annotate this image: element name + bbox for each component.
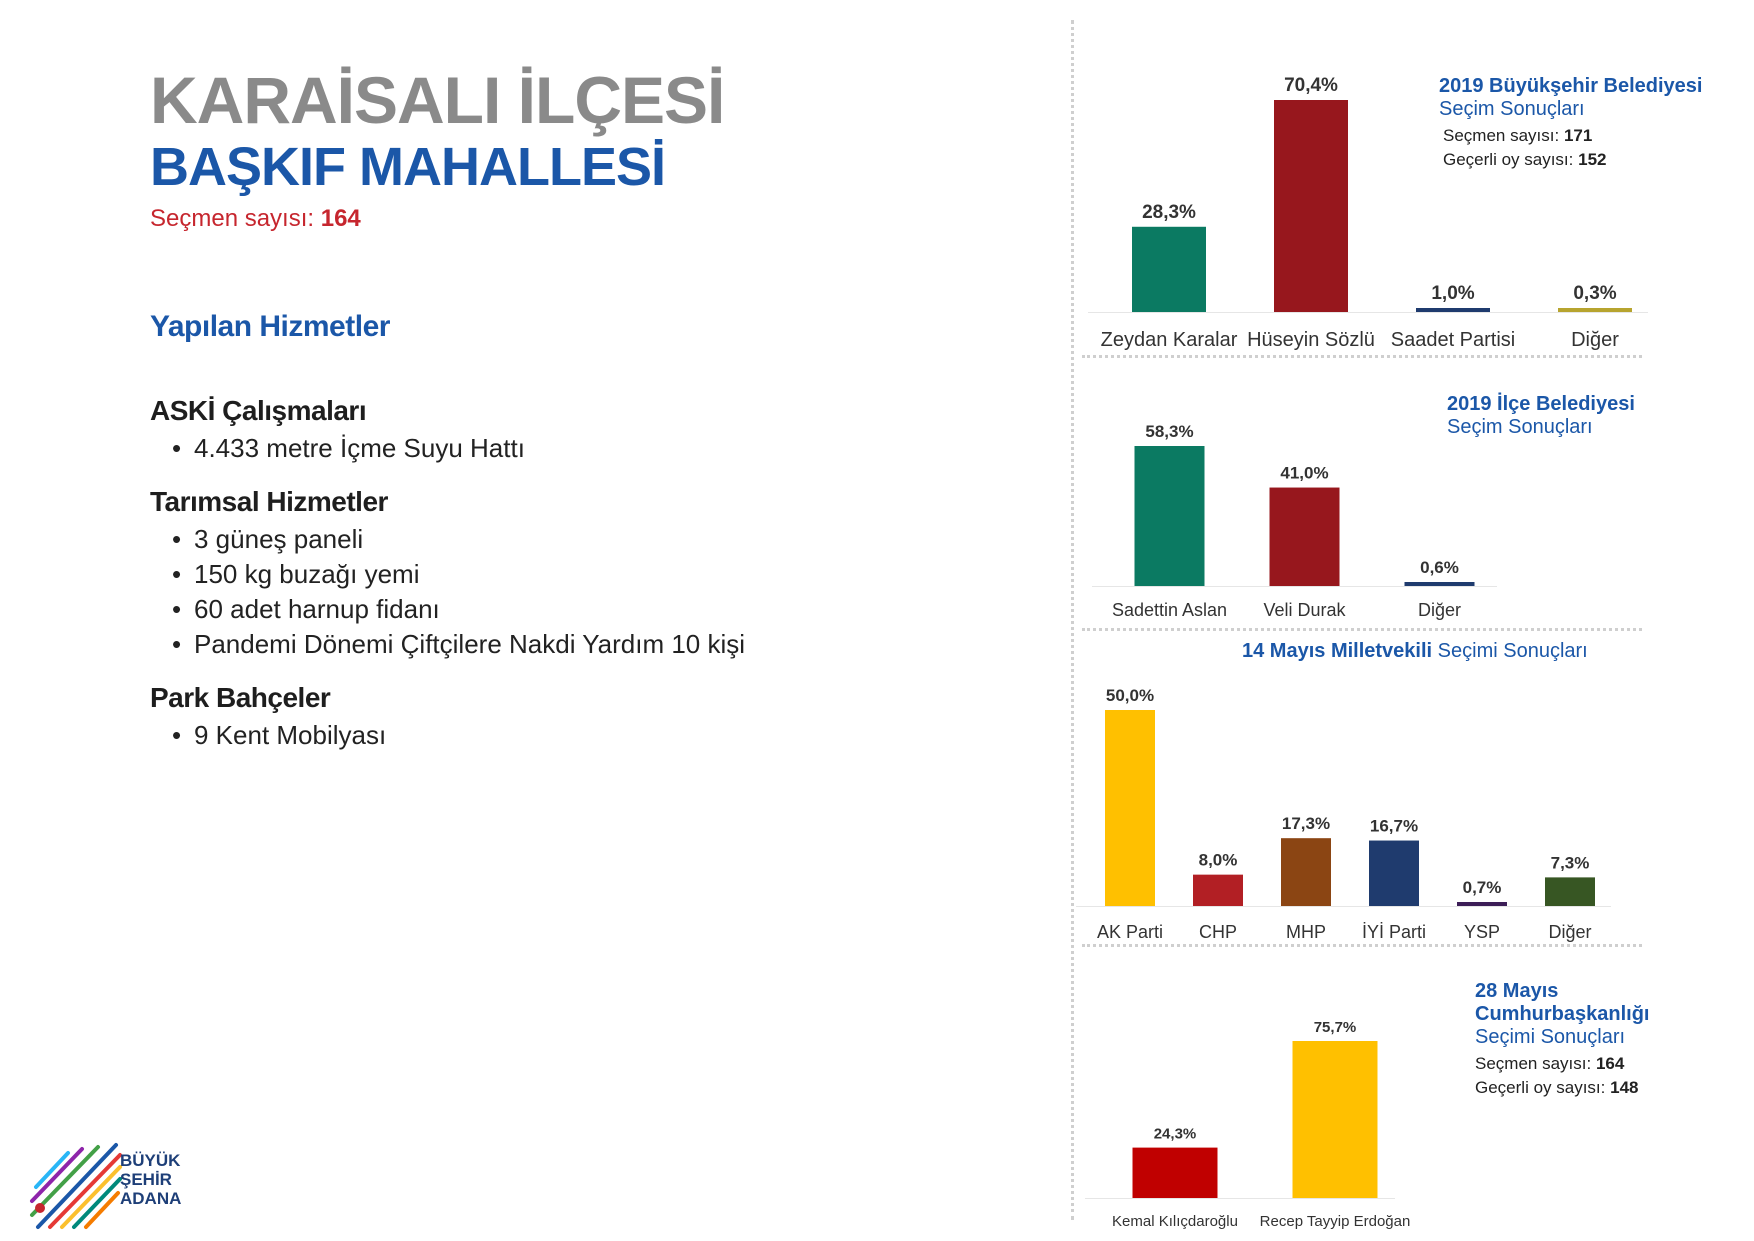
chart-subtitle: Seçim Sonuçları [1447, 416, 1593, 438]
chart-subtitle: Seçim Sonuçları [1439, 98, 1585, 120]
service-item: • 4.433 metre İçme Suyu Hattı [172, 431, 790, 466]
logo-line: BÜYÜK [120, 1151, 181, 1170]
bar [1558, 308, 1632, 312]
data-label: 0,3% [1573, 283, 1617, 304]
stat-voters: Seçmen sayısı: 171 [1443, 126, 1593, 145]
category-label: Veli Durak [1263, 600, 1346, 620]
chart-stats [1443, 124, 1606, 172]
data-label: 41,0% [1280, 463, 1329, 483]
category-label: MHP [1286, 922, 1326, 942]
bar [1545, 877, 1595, 906]
category-label: Zeydan Karalar [1100, 329, 1238, 351]
chart-title [1447, 393, 1635, 439]
data-label: 8,0% [1198, 850, 1238, 870]
data-label: 70,4% [1284, 75, 1338, 96]
neighborhood-title: BAŞKIF MAHALLESİ [150, 137, 665, 197]
bar [1193, 875, 1243, 906]
category-label: YSP [1463, 922, 1501, 942]
service-item: • Pandemi Dönemi Çiftçilere Nakdi Yardım 10 kişi [172, 627, 790, 662]
category-label: Diğer [1571, 329, 1619, 351]
stat-valid-votes: Geçerli oy sayısı: 148 [1475, 1078, 1639, 1097]
category-label: Kemal Kılıçdaroğlu [1112, 1213, 1238, 1230]
chart-panel-presidential [1080, 948, 1754, 1241]
data-label: 16,7% [1369, 816, 1419, 836]
chart-title-main-2: Cumhurbaşkanlığı [1475, 1003, 1650, 1025]
voter-count-label: Seçmen sayısı: [150, 205, 315, 232]
category-label: Diğer [1548, 922, 1592, 942]
buyuksehir-adana-logo [28, 1135, 198, 1235]
bar [1293, 1041, 1378, 1198]
category-label: Saadet Partisi [1390, 329, 1516, 351]
chart-stats [1475, 1052, 1638, 1100]
panel-divider [1082, 944, 1642, 947]
emblem-icon [35, 1203, 45, 1213]
service-category-title: ASKİ Çalışmaları [150, 395, 367, 426]
service-item: • 60 adet harnup fidanı [172, 592, 790, 627]
chart-panel-2019-metropolitan [1080, 60, 1754, 360]
service-category-title: Park Bahçeler [150, 682, 331, 713]
service-items [150, 522, 790, 662]
logo-line: ADANA [120, 1189, 182, 1208]
chart-title-main: 2019 Büyükşehir Belediyesi [1439, 75, 1703, 97]
category-label: CHP [1198, 922, 1238, 942]
category-label: Diğer [1417, 600, 1462, 620]
logo-stripes-icon [28, 1135, 128, 1235]
services-heading: Yapılan Hizmetler [150, 310, 390, 343]
chart-title [1242, 640, 1588, 663]
chart-title-main: 2019 İlçe Belediyesi [1447, 393, 1635, 415]
voter-count [150, 205, 361, 233]
service-category [150, 682, 790, 753]
bar [1132, 227, 1206, 312]
data-label: 58,3% [1145, 422, 1194, 441]
service-category [150, 486, 790, 662]
bar [1405, 582, 1475, 586]
bar [1133, 1148, 1218, 1198]
service-items [150, 718, 790, 753]
chart-title [1475, 980, 1649, 1049]
chart-panel-parliament [1080, 632, 1754, 944]
data-label: 50,0% [1105, 686, 1155, 705]
bar [1416, 308, 1490, 312]
service-category-title: Tarımsal Hizmetler [150, 486, 388, 517]
service-items [150, 431, 790, 466]
chart-subtitle: Seçimi Sonuçları [1475, 1026, 1626, 1048]
data-label: 75,7% [1313, 1019, 1357, 1036]
category-label: AK Parti [1096, 922, 1164, 942]
bar [1274, 100, 1348, 312]
data-label: 7,3% [1550, 853, 1590, 873]
service-category [150, 395, 790, 466]
category-label: Recep Tayyip Erdoğan [1259, 1213, 1411, 1230]
category-label: Hüseyin Sözlü [1247, 329, 1375, 351]
data-label: 24,3% [1153, 1125, 1197, 1143]
services-list [150, 395, 790, 773]
chart-title-main: 28 Mayıs [1475, 980, 1559, 1002]
bar [1270, 488, 1340, 586]
category-label: İYİ Parti [1361, 922, 1427, 942]
logo-line: ŞEHİR [120, 1170, 172, 1189]
stat-valid-votes: Geçerli oy sayısı: 152 [1443, 150, 1607, 169]
service-item: • 3 güneş paneli [172, 522, 790, 557]
chart-title-main: 14 Mayıs Milletvekili [1242, 640, 1433, 662]
service-item: • 150 kg buzağı yemi [172, 557, 790, 592]
service-item: • 9 Kent Mobilyası [172, 718, 790, 753]
bar [1457, 902, 1507, 906]
voter-count-value: 164 [320, 205, 361, 232]
data-label: 1,0% [1431, 283, 1475, 304]
data-label: 0,7% [1462, 878, 1502, 897]
district-title: KARAİSALI İLÇESİ [150, 63, 725, 137]
logo-text [120, 1151, 181, 1208]
vertical-divider [1071, 20, 1074, 1220]
chart-parliament [1080, 632, 1680, 944]
bar [1135, 446, 1205, 586]
chart-subtitle: Seçimi Sonuçları [1437, 640, 1588, 662]
data-label: 0,6% [1420, 558, 1459, 577]
bar [1281, 838, 1331, 906]
bar [1369, 841, 1419, 906]
chart-title [1439, 75, 1702, 121]
chart-panel-2019-district [1080, 360, 1754, 630]
bar [1105, 710, 1155, 906]
data-label: 17,3% [1281, 814, 1331, 834]
category-label: Sadettin Aslan [1111, 600, 1228, 620]
data-label: 28,3% [1142, 201, 1196, 223]
stat-voters: Seçmen sayısı: 164 [1475, 1054, 1625, 1073]
